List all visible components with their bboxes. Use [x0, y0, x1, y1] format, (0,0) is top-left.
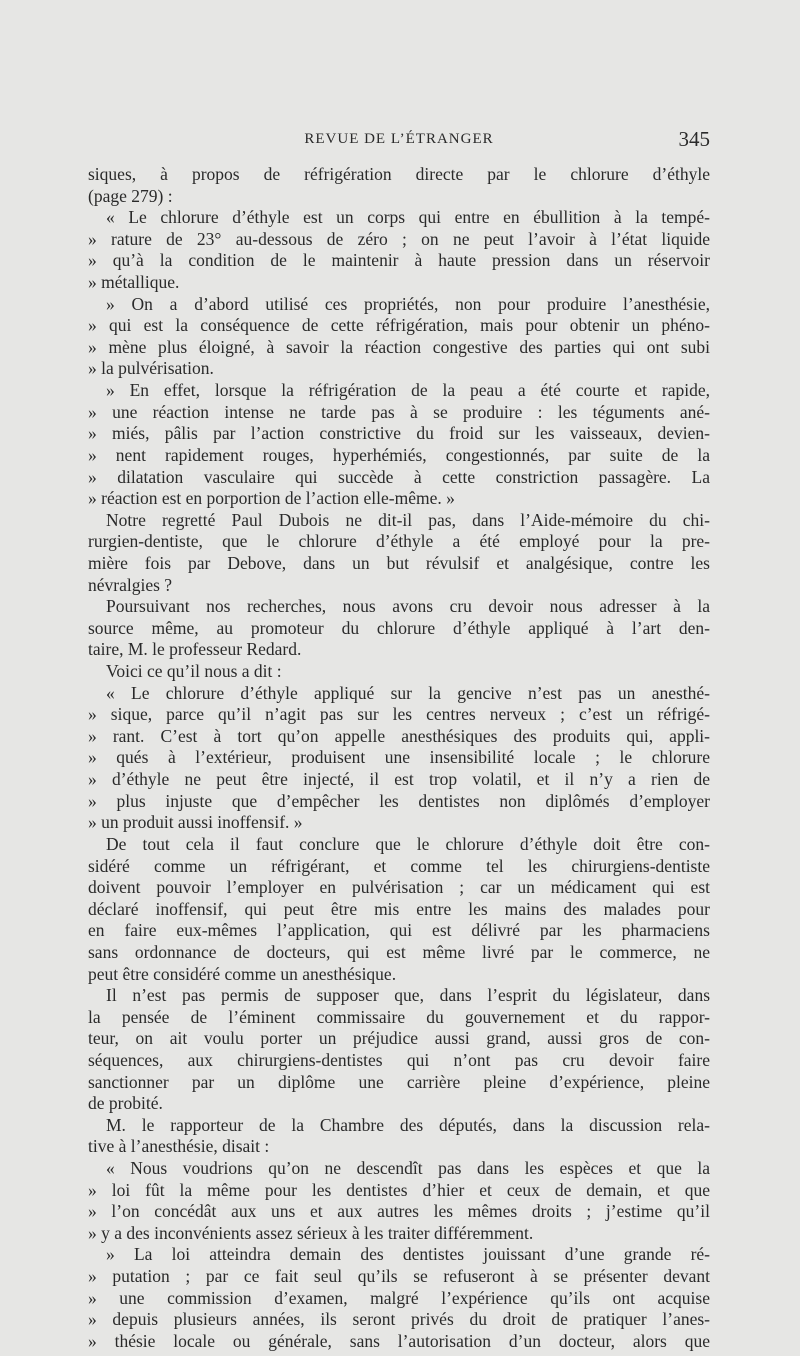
text-line: De tout cela il faut conclure que le chlorure d’éthyle doit être con- — [106, 833, 710, 854]
text-line: » thésie locale ou générale, sans l’autorisation d’un docteur, alors que — [88, 1330, 710, 1351]
text-line: » rant. C’est à tort qu’on appelle anesthésiques des produits qui, appli- — [88, 725, 710, 746]
text-line: » une réaction intense ne tarde pas à se produire : les téguments ané- — [88, 401, 710, 422]
text-line: « Le chlorure d’éthyle appliqué sur la gencive n’est pas un anesthé- — [106, 682, 710, 703]
text-line: sanctionner par un diplôme une carrière pleine d’expérience, pleine — [88, 1071, 710, 1092]
text-line: source même, au promoteur du chlorure d’éthyle appliqué à l’art den- — [88, 617, 710, 638]
text-line: Voici ce qu’il nous a dit : — [106, 661, 282, 682]
text-line: » sique, parce qu’il n’agit pas sur les centres nerveux ; c’est un réfrigé- — [88, 704, 710, 725]
text-line: » réaction est en porportion de l’action elle-même. » — [88, 488, 455, 509]
text-line: séquences, aux chirurgiens-dentistes qui n’ont pas cru devoir faire — [88, 1049, 710, 1070]
text-line: M. le rapporteur de la Chambre des députés, dans la discussion rela- — [106, 1114, 710, 1135]
text-line: Notre regretté Paul Dubois ne dit-il pas, dans l’Aide-mémoire du chi- — [106, 509, 710, 530]
text-line: siques, à propos de réfrigération directe par le chlorure d’éthyle — [88, 164, 710, 184]
text-line: taire, M. le professeur Redard. — [88, 639, 302, 660]
text-line: teur, on ait voulu porter un préjudice aussi grand, aussi gros de con- — [88, 1028, 710, 1049]
page-body-text — [88, 164, 710, 1353]
text-line: en faire eux-mêmes l’application, qui est délivré par les pharmaciens — [88, 920, 710, 941]
text-line: sidéré comme un réfrigérant, et comme tel les chirurgiens-dentiste — [88, 855, 710, 876]
text-line: sans ordonnance de docteurs, qui est même livré par le commerce, ne — [88, 941, 710, 962]
text-line: « Nous voudrions qu’on ne descendît pas dans les espèces et que la — [106, 1158, 710, 1179]
text-line: « Le chlorure d’éthyle est un corps qui entre en ébullition à la tempé- — [106, 207, 710, 228]
text-line: peut être considéré comme un anesthésique. — [88, 963, 397, 984]
text-line: » La loi atteindra demain des dentistes jouissant d’une grande ré- — [106, 1244, 710, 1265]
text-line: déclaré inoffensif, qui peut être mis entre les mains des malades pour — [88, 898, 710, 919]
text-line: la pensée de l’éminent commissaire du gouvernement et du rappor- — [88, 1006, 710, 1027]
text-line: » y a des inconvénients assez sérieux à les traiter différemment. — [88, 1222, 534, 1243]
text-line: tive à l’anesthésie, disait : — [88, 1136, 270, 1157]
text-line: » dilatation vasculaire qui succède à cette constriction passagère. La — [88, 466, 710, 487]
text-line: » miés, pâlis par l’action constrictive du froid sur les vaisseaux, devien- — [88, 423, 710, 444]
text-line: » la pulvérisation. — [88, 358, 214, 379]
text-line: » putation ; par ce fait seul qu’ils se refuseront à se présenter devant — [88, 1266, 710, 1287]
page-header — [88, 129, 710, 153]
text-line: de probité. — [88, 1093, 163, 1114]
text-line: rurgien-dentiste, que le chlorure d’éthyle a été employé pour la pre- — [88, 531, 710, 552]
text-line: » qu’à la condition de le maintenir à haute pression dans un réservoir — [88, 250, 710, 271]
text-line: » nent rapidement rouges, hyperhémiés, congestionnés, par suite de la — [88, 444, 710, 465]
text-line: (page 279) : — [88, 185, 173, 206]
text-line: » un produit aussi inoffensif. » — [88, 812, 303, 833]
text-line: » plus injuste que d’empêcher les dentistes non diplômés d’employer — [88, 790, 710, 811]
text-line: » d’éthyle ne peut être injecté, il est trop volatil, et il n’y a rien de — [88, 769, 710, 790]
text-line: » En effet, lorsque la réfrigération de la peau a été courte et rapide, — [106, 380, 710, 401]
text-line: » mène plus éloigné, à savoir la réaction congestive des parties qui ont subi — [88, 336, 710, 357]
page-number: 345 — [678, 127, 710, 151]
text-line: Poursuivant nos recherches, nous avons cru devoir nous adresser à la — [106, 596, 710, 617]
text-line: » rature de 23° au-dessous de zéro ; on ne peut l’avoir à l’état liquide — [88, 228, 710, 249]
running-head: REVUE DE L’ÉTRANGER — [304, 131, 494, 147]
text-line: Il n’est pas permis de supposer que, dans l’esprit du législateur, dans — [106, 985, 710, 1006]
text-line: » loi fût la même pour les dentistes d’hier et ceux de demain, et que — [88, 1179, 710, 1200]
text-line: » l’on concédât aux uns et aux autres les mêmes droits ; j’estime qu’il — [88, 1201, 710, 1222]
text-line: mière fois par Debove, dans un but révulsif et analgésique, contre les — [88, 552, 710, 573]
text-line: » une commission d’examen, malgré l’expérience qu’ils ont acquise — [88, 1287, 710, 1308]
text-line: » métallique. — [88, 272, 180, 293]
text-line: névralgies ? — [88, 574, 173, 595]
text-line: » qués à l’extérieur, produisent une insensibilité locale ; le chlorure — [88, 747, 710, 768]
text-line: doivent pouvoir l’employer en pulvérisation ; car un médicament qui est — [88, 877, 710, 898]
text-line: » depuis plusieurs années, ils seront privés du droit de pratiquer l’anes- — [88, 1309, 710, 1330]
text-line: » qui est la conséquence de cette réfrigération, mais pour obtenir un phéno- — [88, 315, 710, 336]
text-line: » On a d’abord utilisé ces propriétés, non pour produire l’anesthésie, — [106, 293, 710, 314]
